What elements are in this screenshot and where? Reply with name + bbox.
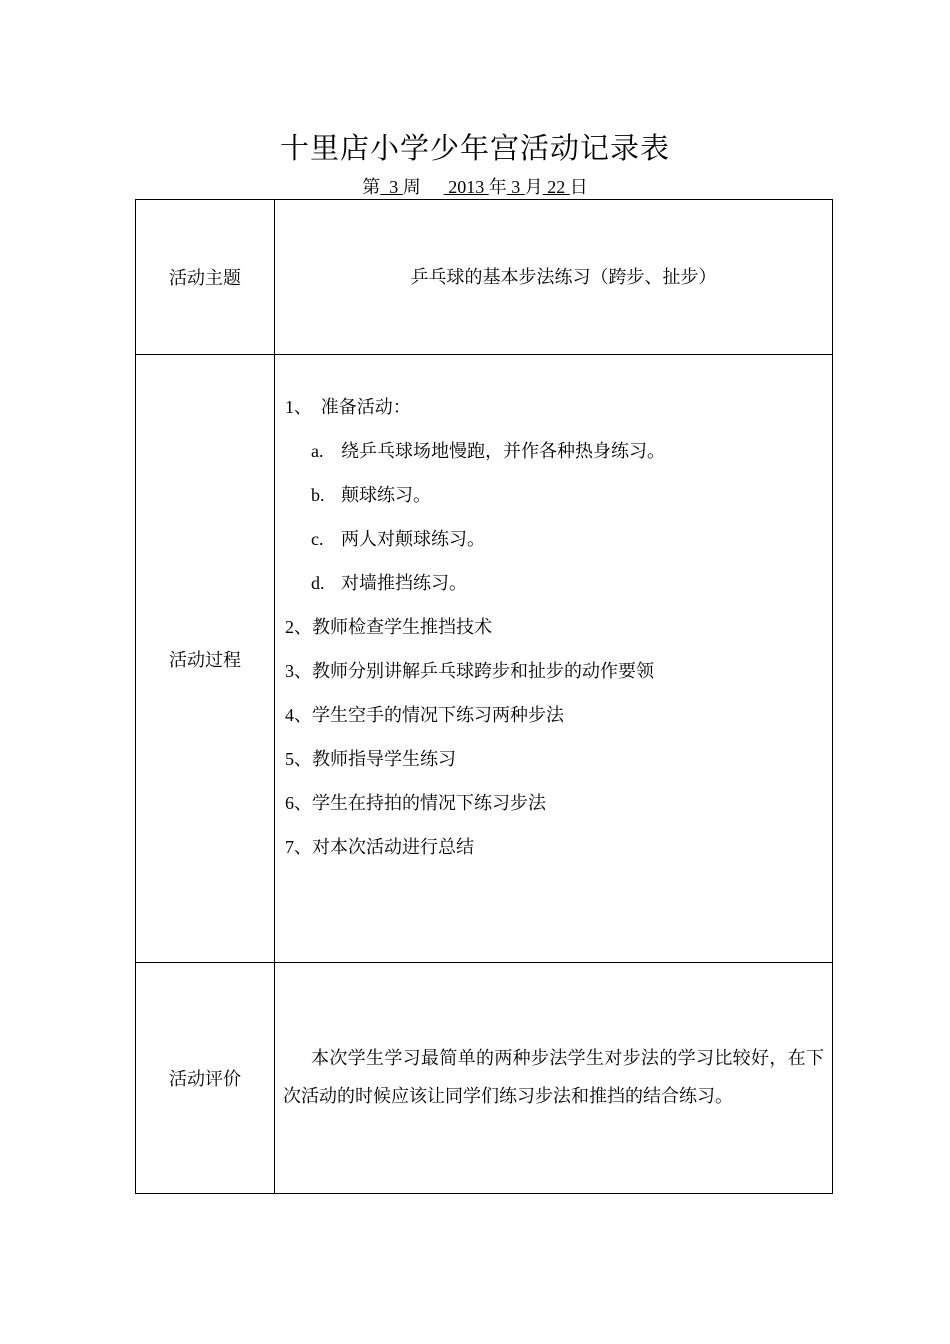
day-label: 日 [569,177,588,198]
step-marker: 4、 [285,705,312,725]
list-item [285,693,832,737]
process-cell [275,355,833,963]
year-value: 2013 [443,177,489,197]
theme-row [136,200,833,355]
step-marker: c. [311,529,324,549]
month-label: 月 [524,177,543,198]
year-label: 年 [488,177,507,198]
step-text: 两人对颠球练习。 [341,529,485,550]
list-item [285,649,832,693]
step-marker: d. [311,573,325,593]
list-item [285,473,832,517]
step-text: 绕乒乓球场地慢跑，并作各种热身练习。 [341,441,665,462]
step-marker: b. [311,485,325,505]
list-item [285,517,832,561]
process-label: 活动过程 [136,355,275,963]
step-text: 教师检查学生推挡技术 [312,617,492,638]
step-marker: 1、 [285,397,312,417]
step-text: 对本次活动进行总结 [312,837,474,858]
list-item [285,825,832,869]
activity-record-table [135,199,833,1194]
week-value: 3 [380,177,403,197]
step-text: 学生空手的情况下练习两种步法 [312,705,564,726]
month-value: 3 [506,177,525,197]
step-marker: 3、 [285,661,312,681]
list-item [285,737,832,781]
evaluation-text: 本次学生学习最简单的两种步法学生对步法的学习比较好，在下次活动的时候应该让同学们练习步法和推挡的结合练习。 [283,1048,824,1107]
dateline [0,174,950,201]
step-text: 教师指导学生练习 [312,749,456,770]
list-item [285,605,832,649]
step-text: 颠球练习。 [341,485,431,506]
step-text: 学生在持拍的情况下练习步法 [312,793,546,814]
step-marker: a. [311,441,324,461]
theme-value: 乒乓球的基本步法练习（跨步、扯步） [410,267,717,288]
day-value: 22 [542,177,570,197]
step-text: 对墙推挡练习。 [341,573,467,594]
theme-cell [275,200,833,355]
step-marker: 5、 [285,749,312,769]
list-item [285,561,832,605]
theme-label: 活动主题 [136,200,275,355]
page-title: 十里店小学少年宫活动记录表 [279,131,670,165]
evaluation-label: 活动评价 [136,963,275,1194]
step-marker: 6、 [285,793,312,813]
list-item [285,429,832,473]
process-steps [275,355,832,933]
step-marker: 7、 [285,837,312,857]
step-text: 准备活动： [320,397,411,418]
process-row [136,355,833,963]
list-item [285,781,832,825]
evaluation-row [136,963,833,1194]
week-prefix: 第 [362,177,381,198]
week-suffix: 周 [402,177,421,198]
list-item [285,385,832,429]
step-marker: 2、 [285,617,312,637]
step-text: 教师分别讲解乒乓球跨步和扯步的动作要领 [312,661,654,682]
evaluation-cell [275,963,833,1194]
